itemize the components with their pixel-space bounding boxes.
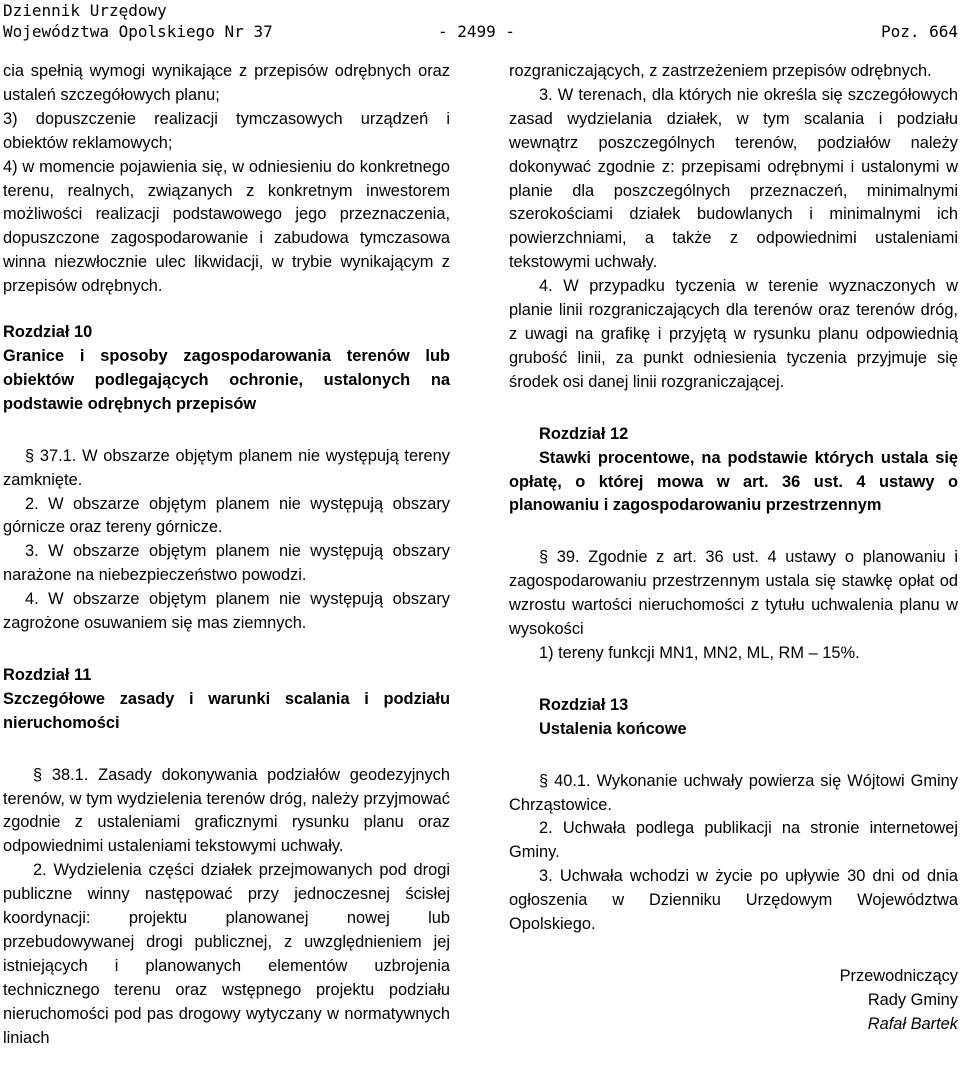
paragraph: 3. W terenach, dla których nie określa się szczegółowych zasad wydzielania działek, w tym scalania i podziału wewnątrz poszczególnych terenów, podziałów należy dokonywać zgodnie z: przepisami odrębnymi i ustalonymi w planie dla poszczególnych przeznaczeń, minimalnymi szerokościami działek budowlanych i minimalnymi ich powierzchniami, a także z odpowiednimi ustaleniami tekstowymi uchwały. — [509, 85, 958, 272]
paragraph: 4. W obszarze objętym planem nie występują obszary zagrożone osuwaniem się mas ziemnych. — [3, 590, 450, 633]
paragraph: 3. W obszarze objętym planem nie występują obszary narażone na niebezpieczeństwo powodzi. — [3, 542, 450, 585]
signature-role: Przewodniczący — [839, 967, 958, 985]
right-column — [509, 60, 958, 1080]
journal-volume: Województwa Opolskiego Nr 37 — [3, 22, 273, 41]
signature-name: Rafał Bartek — [867, 1014, 958, 1033]
chapter-title: Granice i sposoby zagospodarowania terenów lub obiektów podlegających ochronie, ustalonych na podstawie odrębnych przepisów — [3, 346, 450, 413]
paragraph: cia spełnią wymogi wynikające z przepisów odrębnych oraz ustaleń szczegółowych planu; — [3, 62, 450, 104]
paragraph: § 39. Zgodnie z art. 36 ust. 4 ustawy o planowaniu i zagospodarowaniu przestrzennym ustala się stawkę opłat od wzrostu wartości nieruchomości z tytułu uchwalenia planu w wysokości — [509, 548, 958, 639]
position-number: Poz. 664 — [880, 22, 958, 41]
paragraph: 3. Uchwała wchodzi w życie po upływie 30 dni od dnia ogłoszenia w Dzienniku Urzędowym Województwa Opolskiego. — [509, 867, 958, 934]
paragraph: 2. Uchwała podlega publikacji na stronie internetowej Gminy. — [509, 819, 958, 862]
paragraph: 2. Wydzielenia części działek przejmowanych pod drogi publiczne winny następować przy jednoczesnej ścisłej koordynacji: projektu planowanej nowej lub przebudowywanej drogi publicznej, z uwzględnieniem jej istniejących i planowanych elementów uzbrojenia technicznego terenu oraz wstępnego projektu podziału nieruchomości pod pas drogowy wytyczany w normatywnych liniach — [3, 861, 450, 1047]
paragraph: 3) dopuszczenie realizacji tymczasowych urządzeń i obiektów reklamowych; — [3, 109, 450, 152]
paragraph: 4) w momencie pojawienia się, w odniesieniu do konkretnego terenu, realnych, związanych z konkretnym inwestorem możliwości realizacji podstawowego jego przeznaczenia, dopuszczone zagospodarowanie i zabudowa tymczasowa winna niezwłocznie ulec likwidacji, w trybie wynikającym z przepisów odrębnych. — [3, 157, 450, 296]
paragraph: 4. W przypadku tyczenia w terenie wyznaczonych w planie linii rozgraniczających dla terenów oraz terenów dróg, z uwagi na grafikę i przyjętą w rysunku planu odpowiednią grubość linii, za punkt odniesienia tyczenia przyjmuje się środek osi danej linii rozgraniczającej. — [509, 277, 958, 391]
chapter-number: Rozdział 10 — [3, 323, 93, 342]
paragraph: § 37.1. W obszarze objętym planem nie występują tereny zamknięte. — [3, 446, 450, 489]
chapter-number: Rozdział 13 — [539, 695, 629, 714]
paragraph: 2. W obszarze objętym planem nie występują obszary górnicze oraz tereny górnicze. — [3, 494, 450, 537]
header-row — [3, 21, 958, 42]
page-number: - 2499 - — [438, 22, 516, 41]
left-column — [3, 60, 450, 1080]
signature-body: Rady Gminy — [867, 990, 958, 1009]
paragraph: § 40.1. Wykonanie uchwały powierza się Wójtowi Gminy Chrząstowice. — [509, 771, 958, 814]
chapter-title: Stawki procentowe, na podstawie których ustala się opłatę, o której mowa w art. 36 ust. 4 ustawy o planowaniu i zagospodarowaniu przestrzennym — [509, 448, 958, 515]
chapter-number: Rozdział 11 — [3, 665, 92, 684]
paragraph: § 38.1. Zasady dokonywania podziałów geodezyjnych terenów, w tym wydzielenia terenów dróg, należy przyjmować zgodnie z ustaleniami graficznymi rysunku planu oraz odpowiednimi ustaleniami tekstowymi uchwały. — [3, 765, 450, 856]
paragraph: 1) tereny funkcji MN1, MN2, ML, RM – 15%. — [539, 643, 860, 662]
chapter-title: Szczegółowe zasady i warunki scalania i podziału nieruchomości — [3, 689, 450, 732]
chapter-title: Ustalenia końcowe — [539, 719, 687, 738]
chapter-number: Rozdział 12 — [539, 424, 629, 443]
page-header — [3, 0, 958, 44]
journal-title: Dziennik Urzędowy — [3, 1, 167, 20]
paragraph: rozgraniczających, z zastrzeżeniem przepisów odrębnych. — [509, 62, 932, 80]
